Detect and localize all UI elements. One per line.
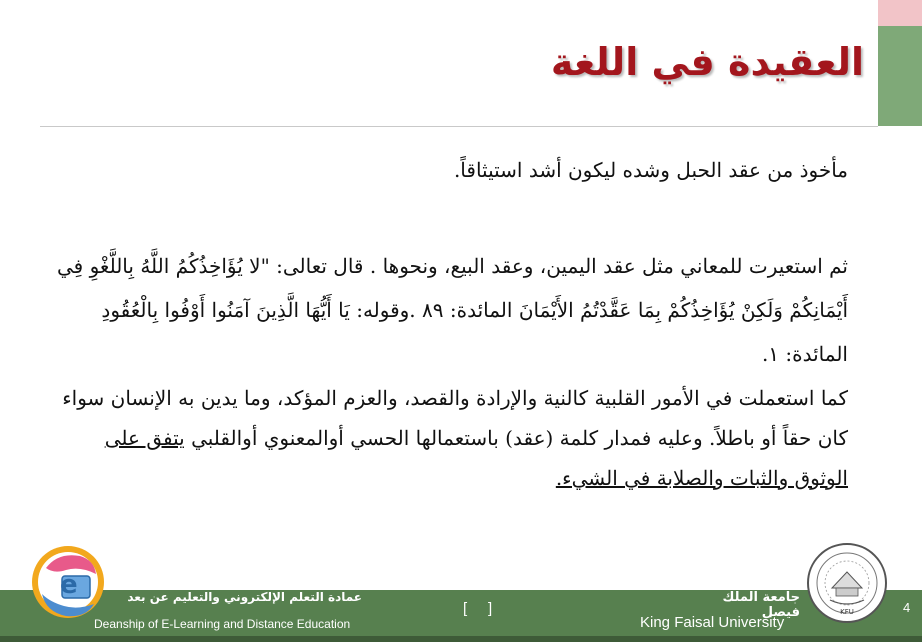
paragraph-3-text: كما استعملت في الأمور القلبية كالنية والإرادة والقصد، والعزم المؤكد، وما يدين به الإنسان سواء كان حقاً أو باطلاً. وعليه فمدار كلمة (عقد) باستعمالها الحسي أوالمعنوي أوالقلبي	[62, 386, 848, 450]
kfu-seal-icon	[806, 542, 888, 624]
decorative-pink-block	[878, 0, 922, 26]
deanship-name-arabic: عمادة التعلم الإلكتروني والتعليم عن بعد	[127, 590, 362, 604]
footer-bar-shadow	[0, 636, 922, 642]
elearning-logo-letter: e	[60, 570, 78, 600]
paragraph-3	[48, 378, 848, 498]
paragraph-3-underlined-text: يتفق على الوثوق والثبات والصلابة في الشيء.	[104, 426, 848, 490]
svg-text:KFU: KFU	[840, 608, 854, 616]
deanship-name-english: Deanship of E-Learning and Distance Education	[94, 617, 351, 631]
page-number: 4	[903, 600, 911, 615]
university-name-arabic: جامعة الملك فيصل	[722, 590, 800, 620]
decorative-green-block	[878, 26, 922, 126]
university-name-english: King Faisal University	[640, 614, 785, 631]
slide-number-placeholder: [ ]	[463, 600, 493, 617]
elearning-logo-icon	[28, 538, 108, 624]
slide-title: العقيدة في اللغة	[550, 40, 864, 84]
paragraph-1: مأخوذ من عقد الحبل وشده ليكون أشد استيثاقاً.	[453, 158, 848, 182]
paragraph-2: ثم استعيرت للمعاني مثل عقد اليمين، وعقد البيع، ونحوها . قال تعالى: "لا يُؤَاخِذُكُمُ اللَّهُ بِاللَّغْوِ فِي أَيْمَانِكُمْ وَلَكِنْ يُؤَاخِذُكُمْ بِمَا عَقَّدْتُمُ الأَيْمَانَ المائدة: ٨٩ .وقوله: يَا أَيُّهَا الَّذِينَ آمَنُوا أَوْفُوا بِالْعُقُودِ المائدة: ١.	[57, 254, 848, 366]
title-divider	[40, 126, 878, 127]
